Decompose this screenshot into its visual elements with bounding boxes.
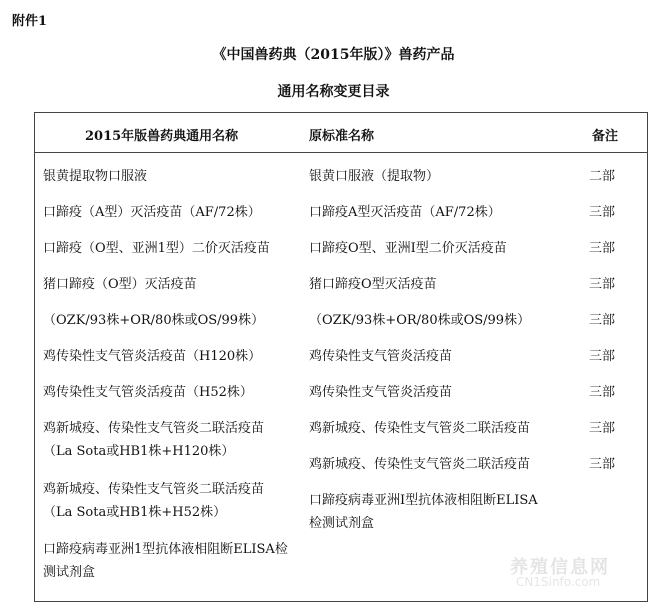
remark-cell: 二部 bbox=[589, 169, 616, 184]
remark-cell: 三部 bbox=[589, 457, 616, 472]
document-title: 《中国兽药典（2015年版）》兽药产品 bbox=[212, 47, 455, 63]
table-header bbox=[35, 113, 647, 153]
old-name-line: 检测试剂盒 bbox=[309, 516, 375, 531]
new-name-line: 鸡传染性支气管炎活疫苗（H52株） bbox=[43, 385, 253, 400]
new-name-line: （La Sota或HB1株+H120株） bbox=[43, 444, 235, 459]
new-name-line: 口蹄疫（O型、亚洲1型）二价灭活疫苗 bbox=[43, 241, 270, 256]
old-name-line: 银黄口服液（提取物） bbox=[309, 169, 440, 184]
new-name-line: 口蹄疫（A型）灭活疫苗（AF/72株） bbox=[43, 205, 261, 220]
old-name-line: 口蹄疫O型、亚洲Ⅰ型二价灭活疫苗 bbox=[309, 241, 507, 256]
new-name-line: （OZK/93株+OR/80株或OS/99株） bbox=[43, 313, 265, 328]
new-name-line: 猪口蹄疫（O型）灭活疫苗 bbox=[43, 277, 197, 292]
new-name-line: （La Sota或HB1株+H52株） bbox=[43, 505, 227, 520]
remark-cell: 三部 bbox=[589, 277, 616, 292]
document-subtitle: 通用名称变更目录 bbox=[277, 84, 390, 100]
header-old-name: 原标准名称 bbox=[309, 129, 375, 144]
new-name-line: 鸡传染性支气管炎活疫苗（H120株） bbox=[43, 349, 262, 364]
remark-cell: 三部 bbox=[589, 241, 616, 256]
new-name-line: 鸡新城疫、传染性支气管炎二联活疫苗 bbox=[43, 482, 265, 497]
old-name-line: 猪口蹄疫O型灭活疫苗 bbox=[309, 277, 437, 292]
remark-cell: 三部 bbox=[589, 205, 616, 220]
old-name-line: （OZK/93株+OR/80株或OS/99株） bbox=[309, 313, 531, 328]
name-change-table bbox=[34, 112, 648, 602]
old-name-line: 鸡传染性支气管炎活疫苗 bbox=[309, 385, 453, 400]
header-new-name: 2015年版兽药典通用名称 bbox=[85, 129, 239, 144]
old-name-line: 鸡传染性支气管炎活疫苗 bbox=[309, 349, 453, 364]
new-name-line: 鸡新城疫、传染性支气管炎二联活疫苗 bbox=[43, 421, 265, 436]
watermark-text: 养殖信息网 bbox=[510, 557, 610, 578]
watermark-url: CN1Sinfo.com bbox=[516, 575, 601, 589]
old-name-line: 口蹄疫病毒亚洲Ⅰ型抗体液相阻断ELISA bbox=[309, 493, 538, 508]
new-name-line: 银黄提取物口服液 bbox=[43, 169, 148, 184]
remark-cell: 三部 bbox=[589, 385, 616, 400]
new-name-line: 口蹄疫病毒亚洲1型抗体液相阻断ELISA检 bbox=[43, 542, 288, 557]
remark-cell: 三部 bbox=[589, 349, 616, 364]
old-name-line: 鸡新城疫、传染性支气管炎二联活疫苗 bbox=[309, 421, 531, 436]
annex-label: 附件1 bbox=[12, 14, 48, 29]
remark-cell: 三部 bbox=[589, 421, 616, 436]
remark-cell: 三部 bbox=[589, 313, 616, 328]
new-name-line: 测试剂盒 bbox=[43, 565, 96, 580]
old-name-line: 鸡新城疫、传染性支气管炎二联活疫苗 bbox=[309, 457, 531, 472]
old-name-line: 口蹄疫A型灭活疫苗（AF/72株） bbox=[309, 205, 501, 220]
header-remark: 备注 bbox=[592, 129, 619, 144]
